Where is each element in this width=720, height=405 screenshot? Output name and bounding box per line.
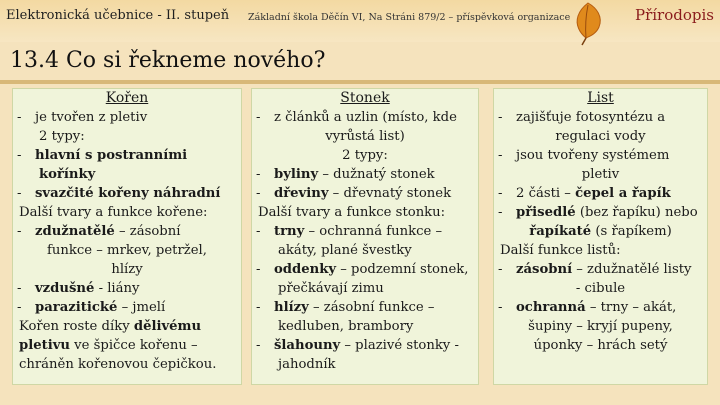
list-item: - hlavní s postranními (17, 148, 188, 163)
title-divider (0, 80, 720, 84)
list-item: šupiny – kryjí pupeny, (528, 319, 673, 334)
list-item: - vzdušné - liány (17, 281, 140, 296)
list-item: - je tvořen z pletiv (17, 110, 148, 125)
list-item: Další funkce listů: (500, 243, 621, 258)
list-item: - zdužnatělé – zásobní (17, 224, 181, 239)
list-item: úponky – hrách setý (533, 338, 668, 353)
panel-heading: Kořen (105, 90, 149, 106)
list-item: regulaci vody (555, 129, 646, 144)
list-item: chráněn kořenovou čepičkou. (19, 357, 217, 372)
list-item: - ochranná – trny – akát, (498, 300, 677, 315)
panel-stonek (251, 88, 479, 385)
list-item: 2 typy: (342, 148, 388, 163)
list-item: - jsou tvořeny systémem (498, 148, 670, 163)
list-item: - šlahouny – plazivé stonky - (256, 338, 459, 353)
list-item: hlízy (111, 262, 143, 277)
list-item: - z článků a uzlin (místo, kde (256, 110, 457, 125)
list-item: - cibule (575, 281, 626, 296)
book-title: Elektronická učebnice - II. stupeň (6, 8, 230, 23)
list-item: vyrůstá list) (325, 129, 405, 144)
panel-list (493, 88, 708, 385)
list-item: - zásobní – zdužnatělé listy (498, 262, 692, 277)
list-item: - byliny – dužnatý stonek (256, 167, 435, 182)
list-item: přečkávají zimu (278, 281, 384, 296)
list-item: pletiv (581, 167, 620, 182)
panel-heading: List (587, 90, 614, 106)
list-item: Další tvary a funkce kořene: (19, 205, 208, 220)
list-item: - svazčité kořeny náhradní (17, 186, 221, 201)
list-item: - oddenky – podzemní stonek, (256, 262, 469, 277)
list-item: řapíkaté (s řapíkem) (529, 224, 672, 239)
list-item: - hlízy – zásobní funkce – (256, 300, 435, 315)
slide-title: 13.4 Co si řekneme nového? (10, 48, 326, 73)
panel-koren (12, 88, 242, 385)
panel-heading: Stonek (340, 90, 390, 106)
list-item: - zajišťuje fotosyntézu a (498, 110, 666, 125)
school-line: Základní škola Děčín VI, Na Stráni 879/2 – příspěvková organizace (248, 12, 571, 23)
list-item: - trny – ochranná funkce – (256, 224, 443, 239)
list-item: akáty, plané švestky (278, 243, 412, 258)
list-item: Další tvary a funkce stonku: (258, 205, 446, 220)
autumn-leaf-icon (566, 0, 610, 46)
list-item: 2 typy: (39, 129, 85, 144)
list-item: pletivu ve špičce kořenu – (19, 338, 198, 353)
list-item: - 2 části – čepel a řapík (498, 186, 671, 201)
list-item: jahodník (278, 357, 336, 372)
list-item: - přisedlé (bez řapíku) nebo (498, 205, 698, 220)
list-item: funkce – mrkev, petržel, (47, 243, 207, 258)
list-item: kedluben, brambory (278, 319, 414, 334)
list-item: - dřeviny – dřevnatý stonek (256, 186, 452, 201)
list-item: - parazitické – jmelí (17, 300, 166, 315)
list-item: Kořen roste díky dělivému (19, 319, 202, 334)
subject-label: Přírodopis (635, 6, 714, 24)
list-item: kořínky (39, 167, 96, 182)
